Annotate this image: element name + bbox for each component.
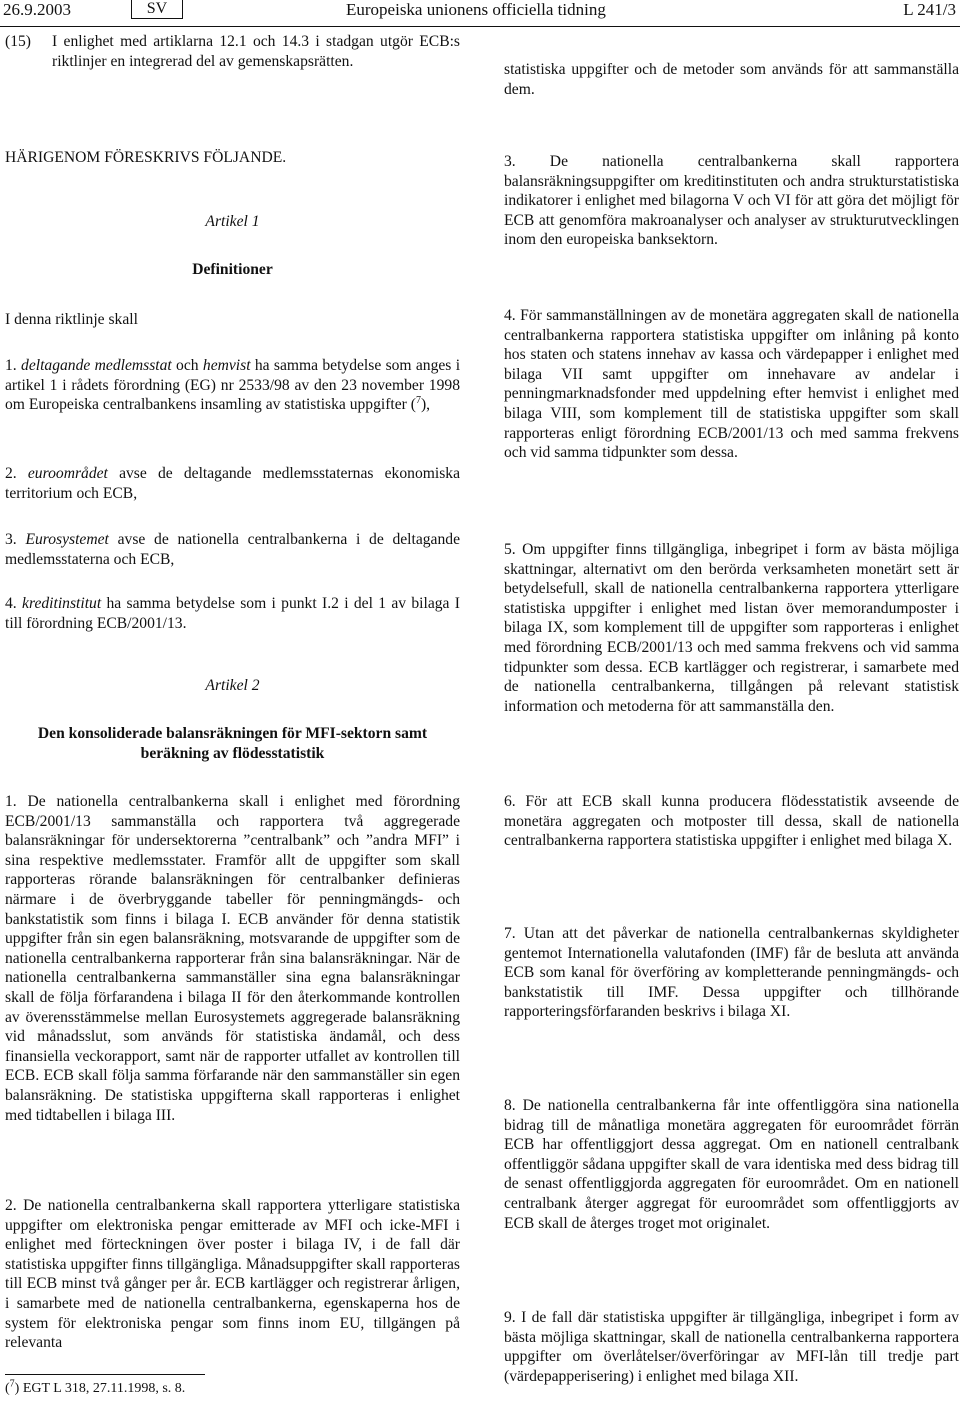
defined-term: Eurosystemet <box>25 531 109 548</box>
article-2-paragraph-9: 9. I de fall där statistiska uppgifter är tillgängliga, inbegripet i form av bästa möjliga skattningar, skall de nationella centralbankerna rapportera uppgifter om överlåtelser/överföringar av MFI-lån till tredje part (värdepapperisering) i enlighet med bilaga XII. <box>504 1309 959 1385</box>
header-journal-title: Europeiska unionens officiella tidning <box>346 0 606 19</box>
defined-term: hemvist <box>202 357 251 374</box>
definition-text: avse de nationella centralbankerna i de deltagande medlemsstaterna och ECB, <box>5 531 460 568</box>
article-1-title: Definitioner <box>192 261 273 278</box>
definition-number: 2. <box>5 465 17 482</box>
definition-number: 4. <box>5 595 17 612</box>
connector-text: och <box>171 357 203 374</box>
footnote-reference: 7 <box>415 395 421 406</box>
recital-number: (15) <box>5 33 31 50</box>
recital-text: I enlighet med artiklarna 12.1 och 14.3 i stadgan utgör ECB:s riktlinjer en integrerad del av gemenskapsrätten. <box>52 33 460 70</box>
definition-text: avse de deltagande medlemsstaternas ekonomiska territorium och ECB, <box>5 465 460 502</box>
recital-15 <box>5 32 460 71</box>
article-2-paragraph-8: 8. De nationella centralbankerna får inte offentliggöra sina nationella bidrag till de månatliga monetära aggregaten för euroområdet förrän ECB har offentliggjort dessa aggregat. Om en nationell centralbank offentliggör sådana uppgifter skall de vara identiska med dess bidrag till de senast offentliggjorda aggregaten för euroområdet. Om en nationell centralbank återger aggregat för euroområdet som offentliggjorts av ECB skall de återges troget mot originalet. <box>504 1097 959 1232</box>
definitions-intro: I denna riktlinje skall <box>5 311 138 328</box>
definition-1 <box>5 356 460 415</box>
definition-number: 3. <box>5 531 17 548</box>
article-2-paragraph-7: 7. Utan att det påverkar de nationella centralbankernas skyldigheter gentemot Internationella valutafonden (IMF) får de besluta att använda ECB som kanal för överföring av kompletterande penningmängds- och bankstatistik till IMF. Dessa uppgifter och tillhörande rapporteringsförfaranden beskrivs i bilaga XI. <box>504 925 959 1021</box>
definition-text: ha samma betydelse som i punkt I.2 i del 1 av bilaga I till förordning ECB/2001/13. <box>5 595 460 632</box>
definition-2 <box>5 464 460 503</box>
footnote-rule <box>5 1374 205 1375</box>
footnote-text: EGT L 318, 27.11.1998, s. 8. <box>19 1381 186 1396</box>
article-2-paragraph-1: 1. De nationella centralbankerna skall i enlighet med förordning ECB/2001/13 sammanställa och rapportera två aggregerade balansräkningar för undersektorerna ”centralbank” och ”andra MFI” i sina respektive medlemsstater. Framför allt de uppgifter som skall rapporteras rörande balansräkningen för centralbanker definieras närmare i de överbryggande tabeller för penningmängds- och bankstatistik som finns i bilaga I. ECB använder för denna statistik uppgifter från sin egen balansräkning, motsvarande de uppgifter som de nationella centralbankerna rapporterar från sina balansräkningar. När de nationella centralbankerna sammanställer sina egna balansräkningar skall de följa förfarandena i bilaga II för den återkommande kontrollen av överensstämmelse mellan Eurosystemets aggregerade balansräkning vid månadsslut, som används för statistiska ändamål, och dess finansiella veckorapport, samt när de rapporter utfallet av kontrollen till ECB. ECB skall följa samma förfarande när den sammanställer sin egen balansräkning. De statistiska uppgifterna skall rapporteras i enlighet med tidtabellen i bilaga III. <box>5 793 460 1124</box>
defined-term: deltagande medlemsstat <box>21 357 172 374</box>
header-language-box: SV <box>131 0 183 19</box>
definition-number: 1. <box>5 357 17 374</box>
article-2-paragraph-5: 5. Om uppgifter finns tillgängliga, inbegripet i form av bästa möjliga skattningar, alternativt om den berörda verksamheten monetärt sett är betydelsefull, skall de nationella centralbankerna rapportera ytterligare statistiska uppgifter i enlighet med listan över memorandumposter i bilaga IX, som komplement till de uppgifter som rapporteras i enlighet med förordning ECB/2001/13 och med samma frekvens och vid samma tidpunkter som dessa. ECB kartlägger och registrerar, i samarbete med de nationella centralbankerna, tillgången på relevant statistisk information och metoderna för att sammanställa den. <box>504 541 959 715</box>
paragraph-2-continuation: statistiska uppgifter och de metoder som används för att sammanställa dem. <box>504 61 959 98</box>
article-2-title: Den konsoliderade balansräkningen för MFI-sektorn samt beräkning av flödesstatistik <box>37 725 428 762</box>
article-2-paragraph-3: 3. De nationella centralbankerna skall rapportera balansräkningsuppgifter om kreditinstituten och andra strukturstatistiska indikatorer i enlighet med bilagorna V och VI för att göra det möjligt för ECB att genomföra makroanalyser och analyser av strukturutvecklingen inom den europeiska banksektorn. <box>504 153 959 249</box>
definition-4 <box>5 594 460 633</box>
defined-term: kreditinstitut <box>22 595 102 612</box>
header-date: 26.9.2003 <box>3 0 71 19</box>
header-reference: L 241/3 <box>903 0 956 19</box>
definition-text: ha samma betydelse som anges i artikel 1 i rådets förordning (EG) nr 2533/98 av den 23 november 1998 om Europeiska centralbankens insamling av statistiska uppgifter ( <box>5 357 461 414</box>
header-rule <box>0 26 960 27</box>
article-2-label: Artikel 2 <box>205 677 260 694</box>
footnote: ($^7$) EGT L 318, 27.11.1998, s. 8. <box>5 1378 186 1396</box>
definition-3 <box>5 530 460 569</box>
defined-term: euroområdet <box>27 465 108 482</box>
page-header <box>0 0 960 26</box>
article-2-paragraph-6: 6. För att ECB skall kunna producera flödesstatistik avseende de monetära aggregaten och motposter till dessa, skall de nationella centralbankerna rapportera statistiska uppgifter i enlighet med bilaga X. <box>504 793 959 850</box>
article-1-label: Artikel 1 <box>205 213 260 230</box>
article-2-paragraph-2: 2. De nationella centralbankerna skall rapportera ytterligare statistiska uppgifter om elektroniska pengar emitterade av MFI och icke-MFI i enlighet med förteckningen över poster i bilaga IV, i de fall där statistiska uppgifter finns tillgängliga. Månadsuppgifter skall rapporteras till ECB minst två gånger per år. ECB kartlägger och registrerar årligen, i samarbete med de nationella centralbankerna, egenskaperna hos de system för elektroniska pengar som finns inom EU, tillgängen på relevanta <box>5 1197 460 1352</box>
definition-text: ), <box>420 396 431 414</box>
footnote-mark: 7 <box>9 1378 15 1390</box>
enacting-formula: HÄRIGENOM FÖRESKRIVS FÖLJANDE. <box>5 149 287 166</box>
article-2-paragraph-4: 4. För sammanställningen av de monetära aggregaten skall de nationella centralbankerna rapportera statistiska uppgifter om inlåning på konto hos staten och statens innehav av kassa och värdepapper i enlighet med bilaga VII samt uppgifter om innehavare av andelar i penningmarknadsfonder med uppdelning efter hemvist i enlighet med bilaga VIII, som komplement till de statistiska uppgifter som skall rapporteras enligt förordning ECB/2001/13 och med samma frekvens och vid samma tidpunkter som dessa. <box>504 307 959 462</box>
